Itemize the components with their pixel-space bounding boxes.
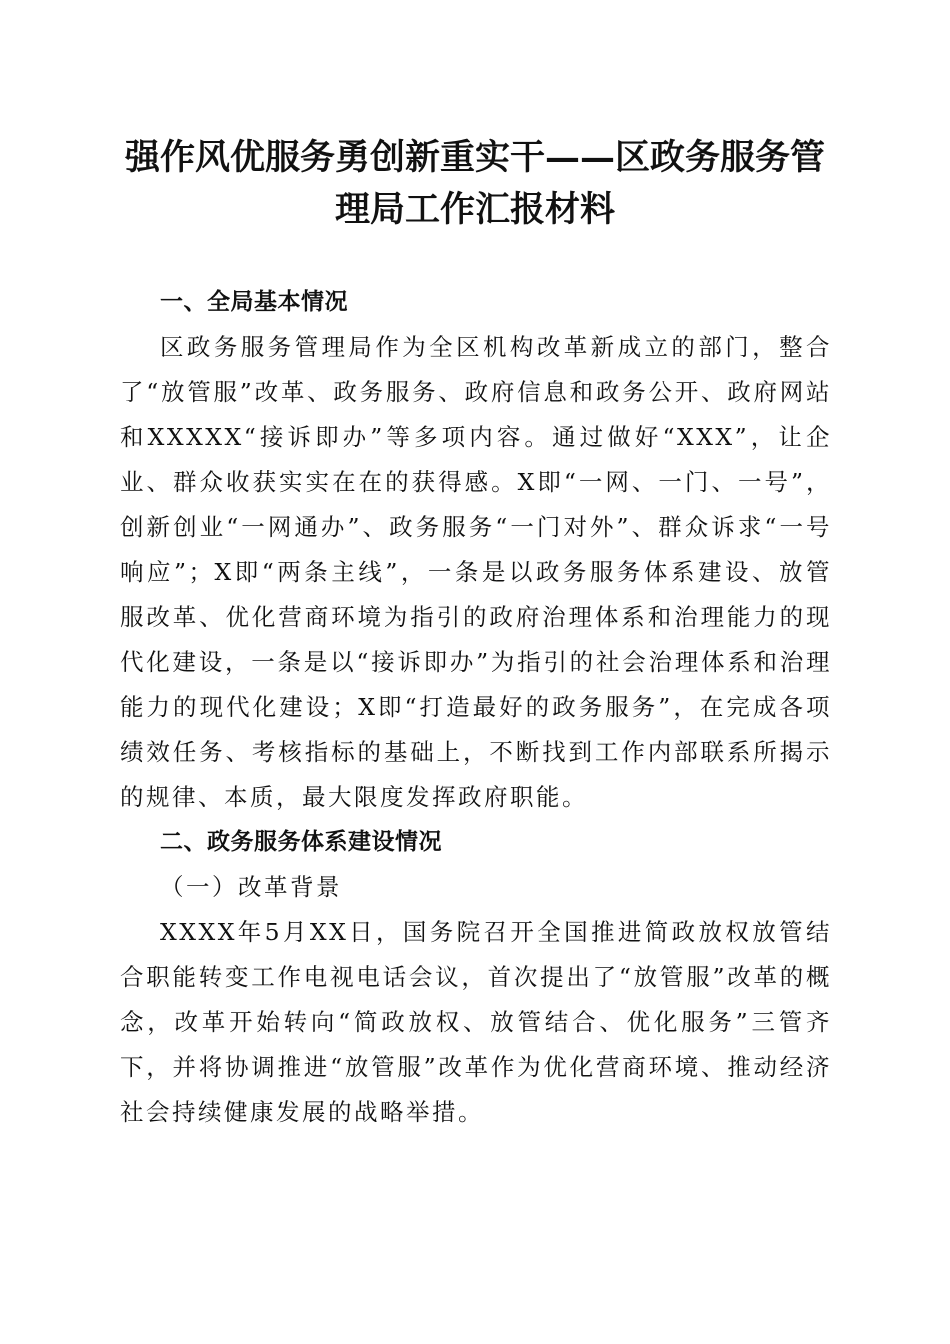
section-2-paragraph: XXXX年5月XX日，国务院召开全国推进简政放权放管结合职能转变工作电视电话会议，首次提出了“放管服”改革的概念，改革开始转向“简政放权、放管结合、优化服务”三管齐下，并将协调推进“放管服”改革作为优化营商环境、推动经济社会持续健康发展的战略举措。 (120, 918, 832, 1126)
title-line-2: 理局工作汇报材料 (334, 189, 615, 230)
document-body (120, 280, 832, 1135)
section-2-subheading: （一）改革背景 (160, 873, 342, 901)
section-2-heading: 二、政务服务体系建设情况 (160, 829, 442, 855)
document-title (110, 132, 840, 236)
section-1-paragraph: 区政务服务管理局作为全区机构改革新成立的部门，整合了“放管服”改革、政务服务、政府信息和政务公开、政府网站和XXXXX“接诉即办”等多项内容。通过做好“XXX”，让企业、群众收获实实在在的获得感。X即“一网、一门、一号”，创新创业“一网通办”、政务服务“一门对外”、群众诉求“一号响应”；X即“两条主线”，一条是以政务服务体系建设、放管服改革、优化营商环境为指引的政府治理体系和治理能力的现代化建设，一条是以“接诉即办”为指引的社会治理体系和治理能力的现代化建设；X即“打造最好的政务服务”，在完成各项绩效任务、考核指标的基础上，不断找到工作内部联系所揭示的规律、本质，最大限度发挥政府职能。 (120, 333, 832, 811)
section-1-heading: 一、全局基本情况 (160, 289, 348, 315)
title-line-1: 强作风优服务勇创新重实干——区政务服务管 (124, 137, 825, 178)
